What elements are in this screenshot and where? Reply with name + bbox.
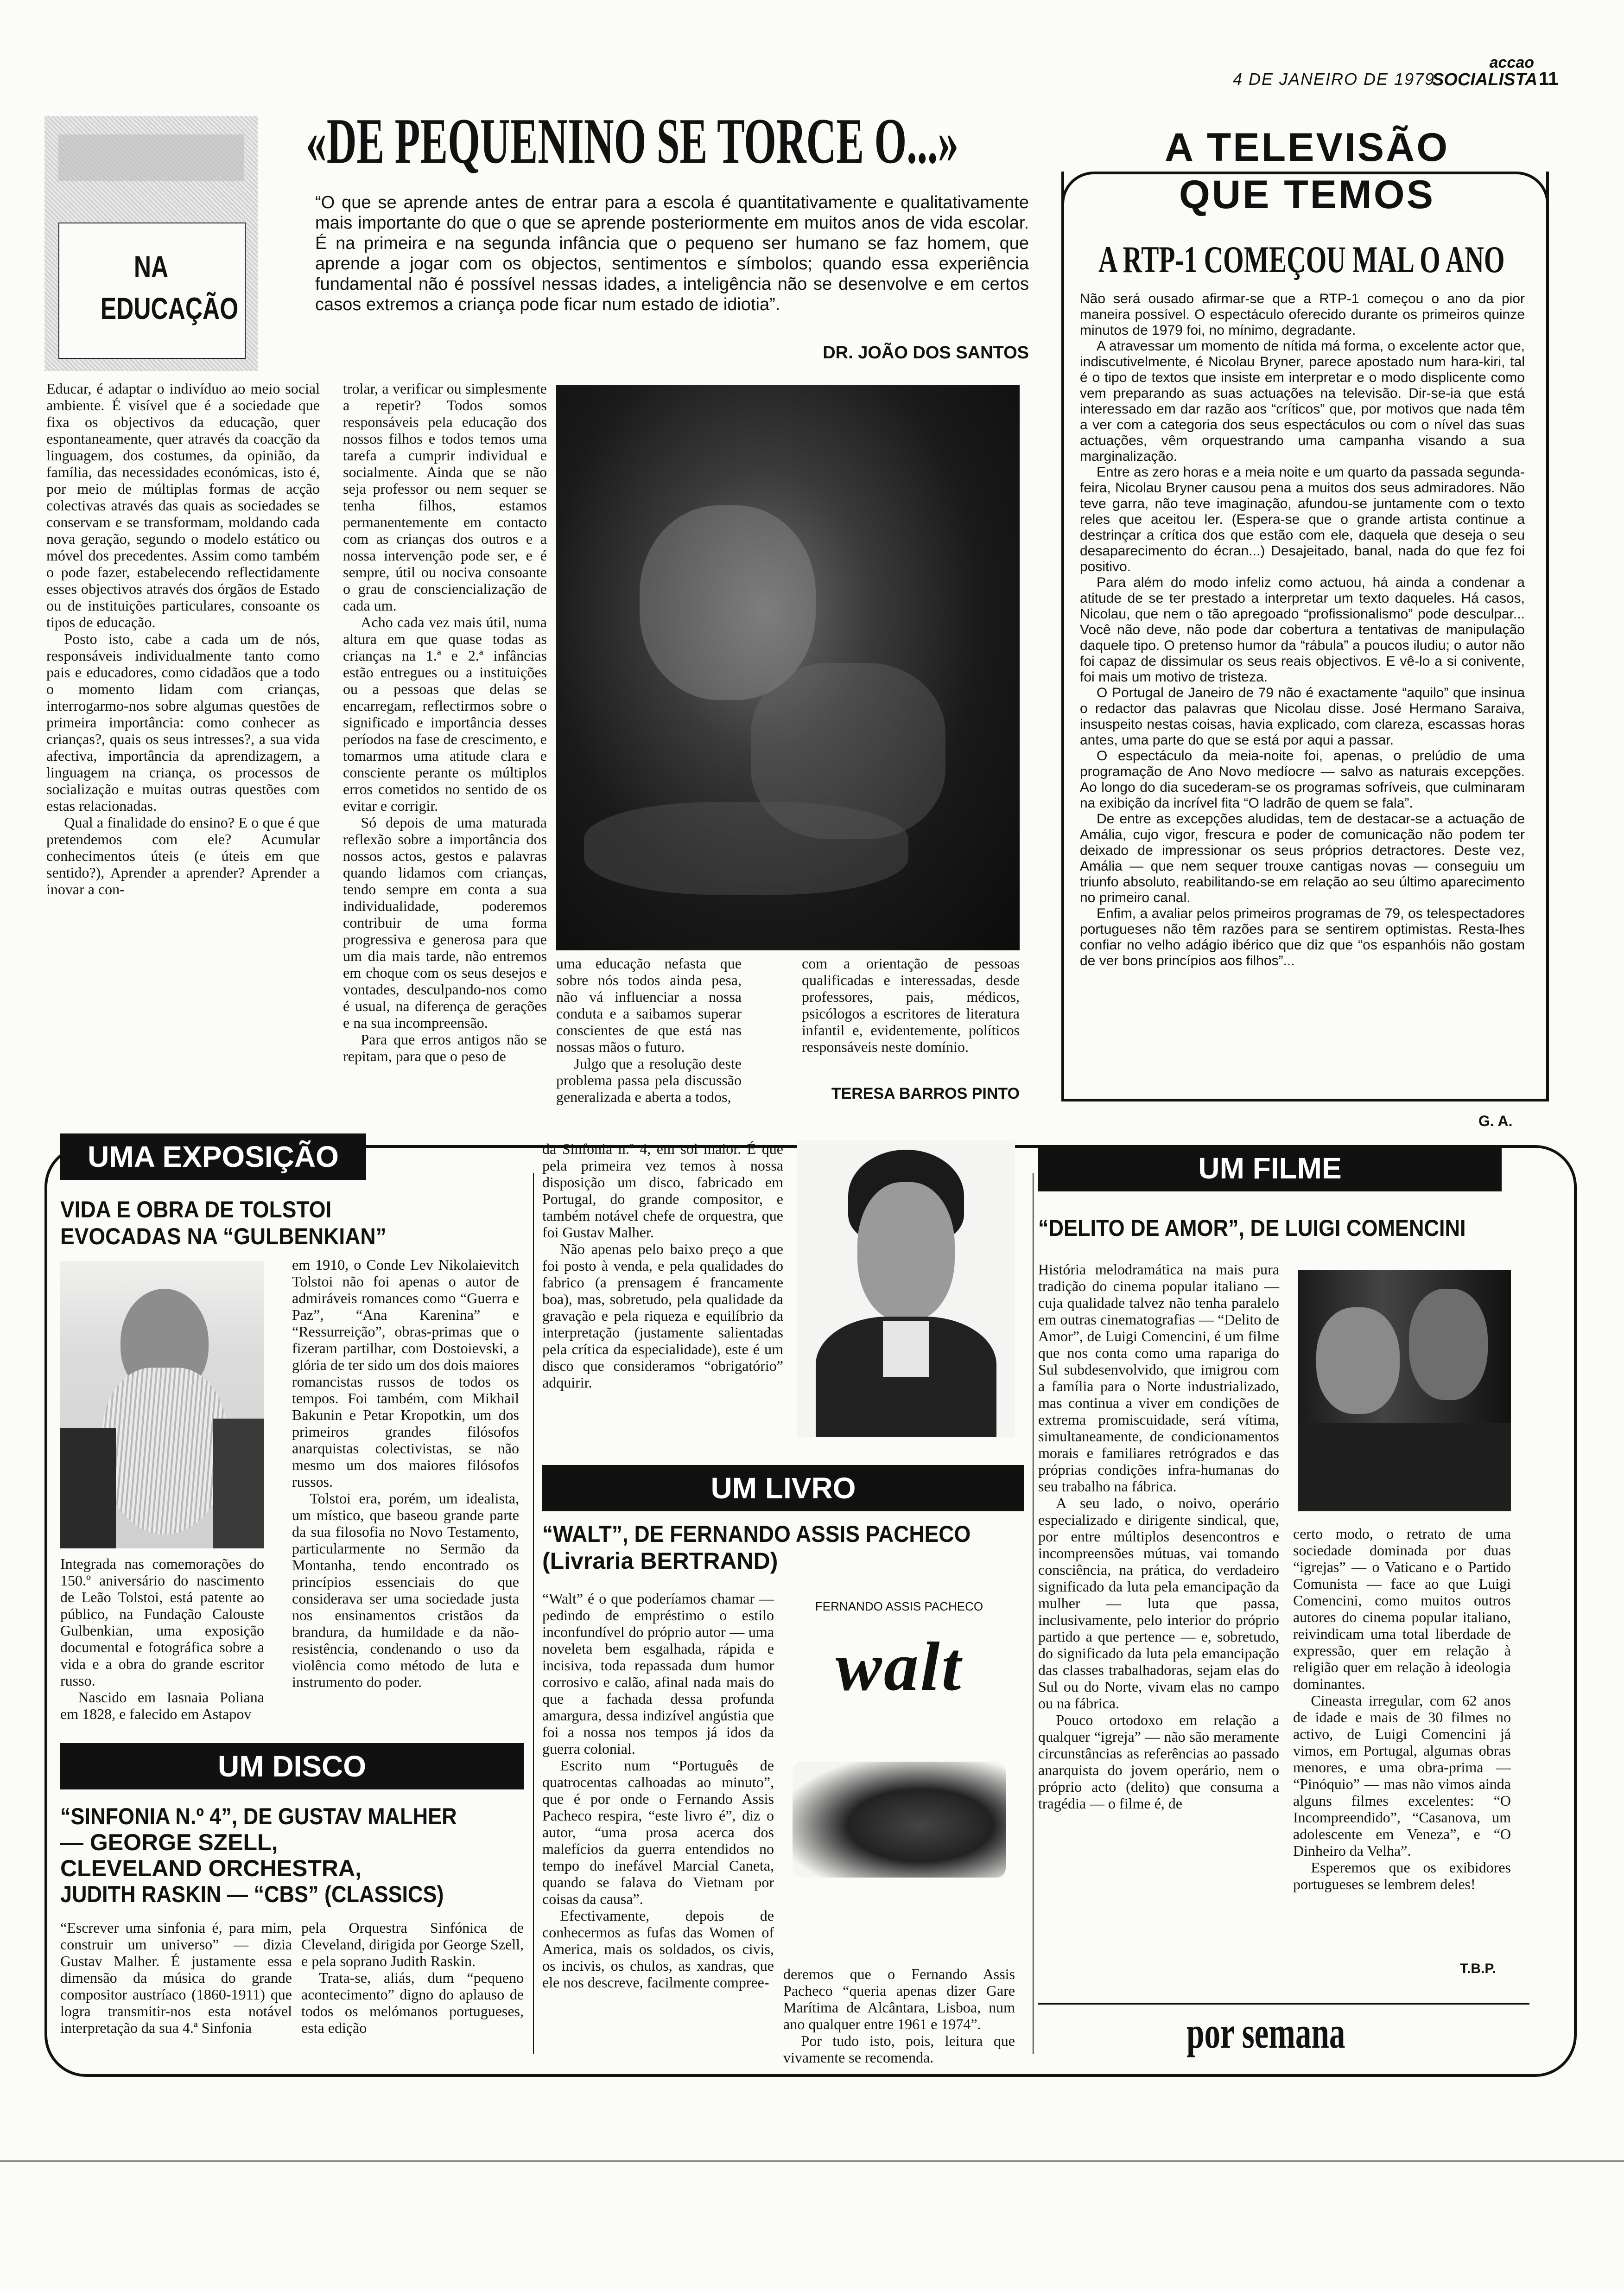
livro-title-line1: “WALT”, DE FERNANDO ASSIS PACHECO <box>542 1521 971 1547</box>
disco-banner: UM DISCO <box>60 1743 524 1789</box>
tv-p1: Não será ousado afirmar-se que a RTP-1 começou o ano da pior maneira possível. O espectáculo oferecido durante os primeiros quinze minutos de 1979 foi, no mínimo, degradante. <box>1080 291 1525 338</box>
education-column-2 <box>343 380 547 1064</box>
filme-photo <box>1298 1270 1511 1511</box>
disco-left-p1: “Escrever uma sinfonia é, para mim, construir um universo” — dizia Gustav Malher. É justamente essa dimensão da música do grande compositor austríaco (1860-1911) que logra transmitir-nos esta notável interpretação da sua 4.ª Sinfonia <box>60 1919 292 2036</box>
education-col2-p3: Só depois de uma maturada reflexão sobre a importância dos nossos actos, gestos e palavras quando lidamos com crianças, tendo sempre em conta a sua individualidade, poderemos contribuir de uma forma progressiva e generosa para que um dia mais tarde, não entremos em choque com os seus desejos e vontades, desculpando-nos como é usual, na diferença de gerações e na sua incompreensão. <box>343 814 547 1031</box>
filme-left-p3: Pouco ortodoxo em relação a qualquer “igreja” — não são meramente circunstâncias as referências ao passado anarquista do jovem operário, nem o próprio acto (delito) que consuma a tragédia — o filme é, de <box>1038 1712 1279 1812</box>
tv-p3: Entre as zero horas e a meia noite e um quarto da passada segunda-feira, Nicolau Bryner causou pena a muitos dos seus admiradores. Não teve garra, não teve imaginação, afundou-se juntamente com o texto reles que aceitou ler. (Espera-se que o grande artista continue a destrinçar a crítica dos que estão com ele, daquela que deseja o seu desaparecimento do écran...) Desajeitado, banal, nada do que fez foi positivo. <box>1080 465 1525 574</box>
livro-col-right <box>783 1966 1015 2066</box>
tv-p6: O espectáculo da meia-noite foi, apenas, o prelúdio de uma programação de Ano Novo medíocre — salvo as naturais excepções. Ao longo do dia sucederam-se os programas sofríveis, que culminaram na exibição da incrível fita “O ladrão de quem se fala”. <box>1080 748 1525 811</box>
disco-col-top <box>542 1140 783 1391</box>
exposicao-right-p1: em 1910, o Conde Lev Nikolaievitch Tolstoi não foi apenas o autor de admiráveis romances como “Guerra e Paz”, “Ana Karenina” e “Ressurreição”, obras-primas que o fizeram partilhar, com Dostoievski, a glória de ter sido um dos dois maiores romancistas russos de todos os tempos. Foi também, com Mikhail Bakunin e Petar Kropotkin, um dos primeiros grandes filósofos anarquistas colectivistas, se não mesmo um dos maiores filósofos russos. <box>292 1256 519 1490</box>
disco-mid-p2: Trata-se, aliás, dum “pequeno acontecimento” digno do aplauso de todos os melómanos portugueses, esta edição <box>301 1969 524 2036</box>
livro-left-p3: Efectivamente, depois de conhecermos as fufas das Women of America, mais os soldados, os civis, os incivis, os chulos, as xandras, que ele nos descreve, facilmente compree- <box>542 1907 774 1991</box>
tv-headline: A RTP-1 COMEÇOU MAL O ANO <box>1098 238 1505 280</box>
exposicao-banner: UMA EXPOSIÇÃO <box>60 1133 366 1180</box>
education-lead: “O que se aprende antes de entrar para a escola é quantitativamente e qualitativamente mais importante do que o que se aprende posteriormente em muitos anos de vida escolar. É na primeira e na segunda infância que o pequeno ser humano se faz homem, que aprende a jogar com os objectos, sentimentos e símbolos; quando essa experiência fundamental não é possível nessas idades, a inteligência não se desenvolve e em certos casos extremos a criança pode ficar num estado de idiotia”. <box>315 193 1029 314</box>
walt-book-cover <box>783 1585 1015 2066</box>
disco-title-line3: CLEVELAND ORCHESTRA, <box>60 1855 362 1881</box>
disco-title-line2: — GEORGE SZELL, <box>60 1829 278 1855</box>
page-number: 11 <box>1539 69 1559 89</box>
column-divider <box>1033 1173 1034 2054</box>
livro-right-p2: Por tudo isto, pois, leitura que vivamente se recomenda. <box>783 2032 1015 2066</box>
livro-title-line2: (Livraria BERTRAND) <box>542 1548 778 1574</box>
education-col3-p1: uma educação nefasta que sobre nós todos ainda pesa, não vá influenciar a nossa conduta e a saibamos superar conscientes de que está nas nossas mãos o futuro. <box>556 955 742 1055</box>
filme-title: “DELITO DE AMOR”, DE LUIGI COMENCINI <box>1038 1215 1466 1241</box>
disco-mid-p1: pela Orquestra Sinfónica de Cleveland, dirigida por George Szell, e pela soprano Judith Raskin. <box>301 1919 524 1969</box>
education-title: «DE PEQUENINO SE TORCE O...» <box>306 105 959 177</box>
exposicao-title: VIDA E OBRA DE TOLSTOI EVOCADAS NA “GULBENKIAN” <box>60 1197 387 1249</box>
filme-right-p2: Cineasta irregular, com 62 anos de idade e mais de 30 filmes no activo, de Luigi Comencini já vimos, em Portugal, algumas obras menores, e uma obra-prima — “Pinóquio” — mas não vimos ainda alguns filmes excelentes: “O Incompreendido”, “Casanova, um adolescente em Veneza”, e “O Dinheiro da Velha”. <box>1293 1692 1511 1859</box>
education-col3-p2: Julgo que a resolução deste problema passa pela discussão generalizada e aberta a todos, <box>556 1055 742 1105</box>
malher-photo <box>797 1140 1015 1437</box>
livro-title <box>542 1521 1029 1574</box>
education-column-3 <box>556 955 742 1105</box>
tv-p8: Enfim, a avaliar pelos primeiros programas de 79, os telespectadores portugueses não têm razões para se sentirem optimistas. Resta-lhes confiar no velho adágio ibérico que diz que “os espanhóis não gostam de ver bons princípios aos filhos”... <box>1080 906 1525 968</box>
tv-title-line1: A TELEVISÃO <box>1164 125 1450 170</box>
livro-col-left <box>542 1590 774 1991</box>
education-col2-p2: Acho cada vez mais útil, numa altura em que quase todas as crianças na 1.ª e 2.ª infâncias estão entregues ou a instituições ou a pessoas que delas se encarregam, reflectirmos sobre o significado e importância desses períodos na fase de crescimento, e tomarmos uma atitude clara e consciente perante os múltiplos erros cometidos no sentido de os evitar e corrigir. <box>343 614 547 814</box>
disco-top-p1: da Sinfonia n.º 4, em sol maior. É que pela primeira vez temos à nossa disposição um disco, fabricado em Portugal, do grande compositor, e também notável chefe de orquestra, que foi Gustav Malher. <box>542 1140 783 1241</box>
disco-title-line4: JUDITH RASKIN — “CBS” (CLASSICS) <box>60 1881 444 1907</box>
column-divider <box>533 1173 534 2054</box>
education-col1-p3: Qual a finalidade do ensino? E o que é que pretendemos com ele? Acumular conhecimentos úteis (e úteis em que sentido?), Aprender a aprender? Aprender a inovar a con- <box>46 814 320 898</box>
page-edge-mark <box>0 2160 1624 2162</box>
cover-illustration <box>793 1762 1006 1878</box>
tv-p5: O Portugal de Janeiro de 79 não é exactamente “aquilo” que insinua o redactor das palavras que Nicolau disse. José Hermano Saraiva, insuspeito nestas coisas, havia explicado, com clareza, escassas horas antes, uma parte do que se está por aqui a passar. <box>1080 685 1525 748</box>
education-col4-p1: com a orientação de pessoas qualificadas e interessadas, desde professores, pais, médicos, psicólogos a escritores de literatura infantil e, evidentemente, políticos responsáveis neste domínio. <box>802 955 1020 1055</box>
por-semana-label: por semana <box>1186 2008 1345 2057</box>
disco-top-p2: Não apenas pelo baixo preço a que foi posto à venda, e pela qualidades do fabrico (a prensagem é francamente boa), mas, sobretudo, pela qualidade da gravação e pela riqueza e equilíbrio da interpretação (justamente salientadas pela crítica da especialidade), este é um disco que consideramos “obrigatório” adquirir. <box>542 1241 783 1391</box>
education-column-4 <box>802 955 1020 1055</box>
education-col1-p2: Posto isto, cabe a cada um de nós, responsáveis individualmente tanto como pais e educadores, como cidadãos que a todo o momento lidam com crianças, interrogarmo-nos sobre algumas questões de primeira importância: como conhecer as crianças?, quais os seus intresses?, a sua vida afectiva, importância da aprendizagem, a linguagem na criança, os processos de socialização e muitas outras questões com estas relacionadas. <box>46 630 320 814</box>
masthead-brand-top: accao <box>1489 54 1534 71</box>
exposicao-right-p2: Tolstoi era, porém, um idealista, um místico, que baseou grande parte da sua filosofia no Novo Testamento, particularmente no Sermão da Montanha, tendo encontrado os princípios essenciais do que considerava ser uma sociedade justa nos ensinamentos cristãos da brandura, da humildade e da não-resistência, condenando o uso da violência como método de luta e instrumento do poder. <box>292 1490 519 1690</box>
page-date: 4 DE JANEIRO DE 1979 <box>1233 70 1435 89</box>
footer-rule <box>1038 2003 1529 2005</box>
education-author: TERESA BARROS PINTO <box>831 1085 1020 1102</box>
masthead-logo <box>1432 54 1538 92</box>
tv-p7: De entre as excepções aludidas, tem de destacar-se a actuação de Amália, cujo vigor, frescura e poder de comunicação não podem ter deixado de impressionar os seus próprios detractores. Deste vez, Amália — que nem sequer trouxe cantigas novas — conseguiu um triunfo absoluto, reabilitando-se em relação ao seu último aparecimento no primeiro canal. <box>1080 811 1525 905</box>
disco-title <box>60 1803 547 1907</box>
education-lead-author: DR. JOÃO DOS SANTOS <box>823 343 1029 363</box>
tv-p2: A atravessar um momento de nítida má forma, o excelente actor que, indiscutivelmente, é Nicolau Bryner, parece apostado num hara-kiri, tal é o tipo de textos que insiste em interpretar e o modo displicente como vem preparando as suas actuações na televisão. Dir-se-ia que está interessado em dar razão aos “críticos” que, por motivos que nada têm a ver com a categoria dos seus espectáculos ou com o nível das suas actuações, vêm orquestrando uma campanha visando a sua marginalização. <box>1080 338 1525 464</box>
masthead-brand-bottom: SOCIALISTA <box>1432 70 1538 89</box>
cover-title: walt <box>835 1628 963 1705</box>
filme-right-p3: Esperemos que os exibidores portugueses se lembrem deles! <box>1293 1859 1511 1892</box>
tv-p4: Para além do modo infeliz como actuou, há ainda a condenar a atitude de se ter prestado a interpretar um texto daqueles. Há casos, Nicolau, que nem o tão apregoado “profissionalismo” pode desculpar... Você não deve, não pode dar cobertura a tentativas de manipulação daquele tipo. O pretenso humor da “rábula” a poucos iludiu; o autor não foi capaz de dissimular os seus reais objectivos. E vê-lo a si conivente, foi mais um motivo de tristeza. <box>1080 575 1525 685</box>
tolstoi-photo <box>60 1261 264 1548</box>
livro-left-p1: “Walt” é o que poderíamos chamar — pedindo de empréstimo o estilo inconfundível do próprio autor — uma noveleta bem esgalhada, rápida e incisiva, toda repassada dum humor corrosivo e calão, afinal nada mais do que a fachada dessa profunda amargura, dessa indizível angústia que foi a nossa nos tempos já idos da guerra colonial. <box>542 1590 774 1757</box>
education-section-label <box>44 116 258 371</box>
education-col2-p4: Para que erros antigos não se repitam, para que o peso de <box>343 1031 547 1064</box>
exposicao-col-right <box>292 1256 519 1690</box>
education-photo <box>556 385 1020 950</box>
disco-col-mid <box>301 1919 524 2036</box>
exposicao-left-p2: Nascido em Iasnaia Poliana em 1828, e falecido em Astapov <box>60 1689 264 1722</box>
tv-body <box>1080 291 1525 969</box>
cover-author: FERNANDO ASSIS PACHECO <box>815 1599 983 1613</box>
disco-title-line1: “SINFONIA N.º 4”, DE GUSTAV MALHER <box>60 1803 457 1829</box>
filme-col-left <box>1038 1261 1279 1812</box>
livro-right-p1: deremos que o Fernando Assis Pacheco “queria apenas dizer Gare Marítima de Alcântara, Lisboa, num ano qualquer entre 1961 e 1974”. <box>783 1966 1015 2032</box>
livro-left-p2: Escrito num “Português de quatrocentas calhoadas ao minuto”, que é por onde o Fernando Assis Pacheco respira, “este livro é”, diz o autor, “uma prosa acerca dos malefícios da guerra entendidos no tempo do inefável Marcial Caneta, quando se falava do Vietnam por coisas da causa”. <box>542 1757 774 1907</box>
filme-banner: UM FILME <box>1038 1145 1502 1191</box>
disco-col-left <box>60 1919 292 2036</box>
livro-banner: UM LIVRO <box>542 1465 1024 1511</box>
filme-left-p1: História melodramática na mais pura tradição do cinema popular italiano — cuja qualidade talvez não tenha paralelo em outras cinematografias — “Delito de Amor”, de Luigi Comencini, é um filme que nos conta como uma rapariga do Sul subdesenvolvido, que imigrou com a família para o Norte industrializado, mas continua a viver em condições de extrema promiscuidade, será vítima, simultaneamente, de condicionamentos morais e familiares retrógrados e das próprias condições infra-humanas do seu trabalho na fábrica. <box>1038 1261 1279 1495</box>
exposicao-col-left <box>60 1555 264 1722</box>
education-col2-p1: trolar, a verificar ou simplesmente a repetir? Todos somos responsáveis pela educação dos nossos filhos e todos temos uma tarefa a cumprir individual e socialmente. Ainda que se não seja professor ou nem sequer se tenha filhos, estamos permanentemente em contacto com as crianças dos outros e a nossa intervenção pode ser, e é sempre, útil ou nociva consoante o grau de consciencialização de cada um. <box>343 380 547 614</box>
education-label-text: NA EDUCAÇÃO <box>100 249 239 325</box>
tv-title-line2: QUE TEMOS <box>1179 172 1435 217</box>
tv-signature: G. A. <box>1478 1113 1513 1129</box>
filme-right-p1: certo modo, o retrato de uma sociedade dominada por duas “igrejas” — o Vaticano e o Partido Comunista — face ao que Luigi Comencini, como muitos outros autores do cinema popular italiano, reivindicam uma total liberdade de expressão, quer em relação à religião quer em relação à ideologia dominantes. <box>1293 1525 1511 1692</box>
education-column-1 <box>46 380 320 898</box>
filme-col-right <box>1293 1525 1511 1892</box>
education-col1-p1: Educar, é adaptar o indivíduo ao meio social ambiente. É visível que é a sociedade que fixa os objectivos da educação, quer espontaneamente, quer através da coacção da linguagem, dos costumes, da opinião, da família, das necessidades económicas, isto é, por meio de múltiplas formas de acção colectivas através das quais as sociedades se conservam e se transformam, moldando cada nova geração, segundo o modelo estático ou móvel dos precedentes. Assim como também o pode fazer, estabelecendo reflectidamente esses objectivos através dos órgãos de Estado ou de instituições particulares, consoante os tipos de educação. <box>46 380 320 630</box>
exposicao-left-p1: Integrada nas comemorações do 150.º aniversário do nascimento de Leão Tolstoi, está patente ao público, na Fundação Calouste Gulbenkian, uma exposição documental e fotográfica sobre a vida e a obra do grande escritor russo. <box>60 1555 264 1689</box>
filme-signature: T.B.P. <box>1460 1961 1496 1976</box>
filme-left-p2: A seu lado, o noivo, operário especializado e dirigente sindical, que, por entre múltiplos desencontros e incompreensões mútuas, vai tomando consciência, na prática, do verdadeiro significado da luta pela emancipação da mulher — luta que passa, inclusivamente, pelo interior do próprio partido a que pertence — e, sobretudo, do significado da luta pela emancipação das classes trabalhadoras, sejam elas do Sul ou do Norte, vivam elas no campo ou na fábrica. <box>1038 1495 1279 1712</box>
